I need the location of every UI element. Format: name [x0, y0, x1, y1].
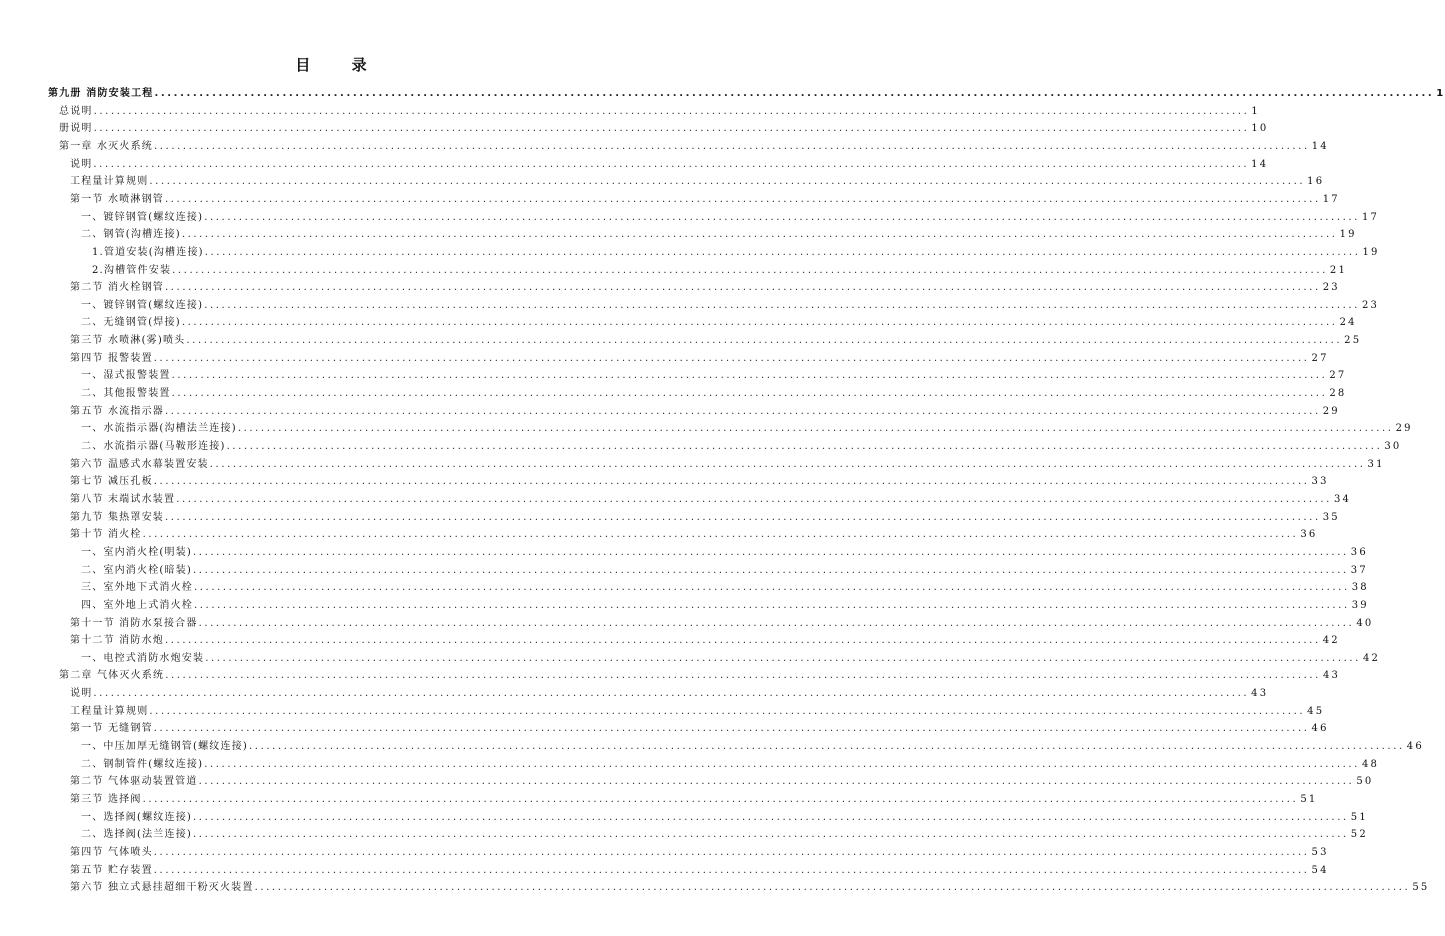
- toc-entry-page: 29: [1322, 405, 1340, 417]
- toc-entry-page: 1: [1251, 105, 1260, 117]
- toc-entry: [0, 806, 1368, 824]
- toc-entry-title: 第三节 水喷淋(雾)喷头: [70, 335, 186, 347]
- toc-entry-page: 38: [1351, 582, 1369, 594]
- dot-leader: ........................................................................................................................................................................................................: [181, 317, 1338, 329]
- toc-entry: [0, 259, 1348, 277]
- toc-entry-page: 46: [1406, 741, 1424, 753]
- toc-entry-title: 第十节 消火栓: [70, 529, 142, 541]
- toc-entry-page: 39: [1351, 599, 1369, 611]
- dot-leader: ........................................................................................................................................................................................................: [181, 229, 1338, 241]
- toc-entry-title: 一、湿式报警装置: [81, 370, 171, 382]
- toc-entry-page: 1: [1436, 88, 1445, 99]
- toc-entry: [0, 876, 1430, 894]
- toc-entry-title: 二、无缝钢管(焊接): [81, 317, 181, 329]
- toc-entry-page: 51: [1350, 811, 1368, 823]
- dot-leader: ........................................................................................................................................................................................................: [204, 211, 1360, 223]
- dot-leader: ........................................................................................................................................................................................................: [204, 299, 1360, 311]
- dot-leader: ........................................................................................................................................................................................................: [254, 882, 1411, 894]
- dot-leader: ........................................................................................................................................................................................................: [194, 582, 1350, 594]
- dot-leader: ........................................................................................................................................................................................................: [149, 176, 1306, 188]
- dot-leader: ........................................................................................................................................................................................................: [237, 423, 1394, 435]
- dot-leader: ........................................................................................................................................................................................................: [205, 652, 1361, 664]
- toc-entry: [0, 276, 1340, 294]
- toc-entry-page: 36: [1300, 529, 1318, 541]
- toc-entry-title: 第十一节 消防水泵接合器: [70, 617, 198, 629]
- dot-leader: ........................................................................................................................................................................................................: [153, 352, 1310, 364]
- toc-entry-page: 24: [1339, 317, 1357, 329]
- toc-entry-title: 第九册 消防安装工程: [48, 88, 154, 99]
- toc-entry-title: 一、中压加厚无缝钢管(螺纹连接): [81, 741, 249, 753]
- dot-leader: ........................................................................................................................................................................................................: [93, 105, 1250, 117]
- toc-entry-page: 36: [1350, 546, 1368, 558]
- toc-entry-title: 工程量计算规则: [70, 176, 149, 188]
- page-title: 目 录: [295, 56, 385, 74]
- toc-entry: [0, 717, 1329, 735]
- toc-entry: [0, 841, 1329, 859]
- toc-entry-title: 第十二节 消防水炮: [70, 635, 164, 647]
- toc-entry-page: 40: [1356, 617, 1374, 629]
- dot-leader: ........................................................................................................................................................................................................: [171, 388, 1328, 400]
- dot-leader: ........................................................................................................................................................................................................: [164, 635, 1321, 647]
- toc-entry-title: 2.沟槽管件安装: [92, 264, 172, 276]
- toc-entry-title: 二、钢管(沟槽连接): [81, 229, 181, 241]
- toc-entry: [0, 823, 1368, 841]
- toc-entry-title: 第一节 无缝钢管: [70, 723, 153, 735]
- toc-entry: [0, 82, 1445, 100]
- dot-leader: ........................................................................................................................................................................................................: [93, 158, 1250, 170]
- dot-leader: ........................................................................................................................................................................................................: [193, 829, 1349, 841]
- toc-entry-page: 45: [1307, 705, 1325, 717]
- toc-entry-page: 23: [1322, 282, 1340, 294]
- toc-entry: [0, 153, 1269, 171]
- toc-entry-page: 53: [1311, 846, 1329, 858]
- toc-entry: [0, 753, 1380, 771]
- toc-entry-page: 21: [1329, 264, 1348, 276]
- dot-leader: ........................................................................................................................................................................................................: [149, 705, 1306, 717]
- toc-entry-page: 52: [1350, 829, 1368, 841]
- toc-entry: [0, 682, 1269, 700]
- toc-entry: [0, 400, 1340, 418]
- toc-entry: [0, 329, 1362, 347]
- dot-leader: ........................................................................................................................................................................................................: [153, 476, 1310, 488]
- toc-entry: [0, 770, 1374, 788]
- toc-entry-page: 43: [1322, 670, 1341, 682]
- dot-leader: ........................................................................................................................................................................................................: [194, 599, 1350, 611]
- dot-leader: ........................................................................................................................................................................................................: [204, 758, 1360, 770]
- toc-entry: [0, 612, 1374, 630]
- toc-entry-page: 55: [1412, 882, 1430, 894]
- dot-leader: ........................................................................................................................................................................................................: [164, 282, 1321, 294]
- toc-entry-page: 42: [1362, 652, 1381, 664]
- toc-entry: [0, 206, 1380, 224]
- toc-entry: [0, 170, 1325, 188]
- toc-entry-title: 二、选择阀(法兰连接): [81, 829, 193, 841]
- toc-entry: [0, 664, 1341, 682]
- dot-leader: ........................................................................................................................................................................................................: [142, 794, 1299, 805]
- toc-entry-title: 一、室内消火栓(明装): [81, 546, 193, 558]
- dot-leader: ........................................................................................................................................................................................................: [164, 405, 1321, 417]
- toc-entry-title: 二、钢制管件(螺纹连接): [81, 758, 204, 770]
- dot-leader: ........................................................................................................................................................................................................: [198, 776, 1355, 788]
- toc-entry-title: 1.管道安装(沟槽连接): [92, 246, 204, 258]
- toc-entry-page: 30: [1384, 441, 1402, 452]
- toc-entry-page: 33: [1311, 476, 1329, 488]
- dot-leader: ........................................................................................................................................................................................................: [198, 617, 1355, 629]
- toc-entry: [0, 364, 1347, 382]
- toc-entry-title: 二、室内消火栓(暗装): [81, 564, 193, 576]
- toc-entry-title: 一、镀锌钢管(螺纹连接): [81, 211, 204, 223]
- toc-entry-title: 第六节 温感式水幕装置安装: [70, 458, 209, 470]
- toc-entry-page: 48: [1361, 758, 1380, 770]
- dot-leader: ........................................................................................................................................................................................................: [93, 123, 1250, 135]
- dot-leader: ........................................................................................................................................................................................................: [153, 140, 1310, 152]
- toc-entry: [0, 311, 1357, 329]
- toc-entry-page: 28: [1329, 388, 1347, 400]
- toc-entry-title: 说明: [70, 688, 93, 700]
- toc-entry: [0, 788, 1318, 806]
- toc-entry-page: 16: [1307, 176, 1325, 188]
- toc-entry: [0, 453, 1385, 471]
- toc-entry: [0, 470, 1329, 488]
- toc-entry: [0, 859, 1329, 877]
- toc-entry: [0, 647, 1381, 665]
- toc-entry: [0, 435, 1402, 453]
- toc-entry-page: 42: [1322, 635, 1340, 647]
- toc-entry-page: 34: [1333, 493, 1352, 505]
- dot-leader: ........................................................................................................................................................................................................: [153, 846, 1310, 858]
- toc-entry-page: 10: [1251, 123, 1269, 135]
- dot-leader: ........................................................................................................................................................................................................: [165, 670, 1321, 682]
- toc-entry: [0, 541, 1368, 559]
- toc-entry: [0, 382, 1347, 400]
- toc-entry: [0, 700, 1325, 718]
- toc-entry-title: 第二节 气体驱动装置管道: [70, 776, 198, 788]
- dot-leader: ........................................................................................................................................................................................................: [153, 864, 1310, 876]
- toc-entry-title: 第五节 水流指示器: [70, 405, 164, 417]
- toc-entry-title: 说明: [70, 158, 93, 170]
- toc-entry: [0, 559, 1368, 577]
- toc-entry-page: 19: [1362, 246, 1380, 258]
- toc-entry-title: 工程量计算规则: [70, 705, 149, 717]
- dot-leader: ........................................................................................................................................................................................................: [226, 441, 1383, 452]
- dot-leader: ........................................................................................................................................................................................................: [193, 811, 1349, 823]
- toc-entry-page: 17: [1361, 211, 1380, 223]
- toc-entry: [0, 488, 1352, 506]
- toc-entry-title: 第二章 气体灭火系统: [59, 670, 165, 682]
- toc-entry-title: 第八节 末端试水装置: [70, 493, 176, 505]
- toc-entry-page: 23: [1361, 299, 1380, 311]
- toc-entry-title: 一、电控式消防水炮安装: [81, 652, 205, 664]
- toc-entry-title: 第四节 气体喷头: [70, 846, 153, 858]
- toc-entry: [0, 594, 1369, 612]
- toc-entry-title: 第一节 水喷淋钢管: [70, 193, 164, 205]
- dot-leader: ........................................................................................................................................................................................................: [164, 193, 1321, 205]
- toc-entry-title: 一、水流指示器(沟槽法兰连接): [81, 423, 237, 435]
- toc-entry-page: 27: [1329, 370, 1347, 382]
- dot-leader: ........................................................................................................................................................................................................: [142, 529, 1299, 541]
- toc-entry: [0, 506, 1340, 524]
- dot-leader: ........................................................................................................................................................................................................: [171, 370, 1328, 382]
- toc-entry: [0, 223, 1357, 241]
- toc-entry: [0, 100, 1260, 118]
- toc-entry-title: 第五节 贮存装置: [70, 864, 153, 876]
- toc-entry-title: 第四节 报警装置: [70, 352, 153, 364]
- toc-entry: [0, 135, 1329, 153]
- toc-entry-page: 27: [1311, 352, 1329, 364]
- toc-entry-page: 25: [1344, 335, 1362, 347]
- toc-entry: [0, 188, 1340, 206]
- dot-leader: ........................................................................................................................................................................................................: [93, 688, 1250, 700]
- toc-entry-title: 一、镀锌钢管(螺纹连接): [81, 299, 204, 311]
- toc-entry-page: 29: [1395, 423, 1413, 435]
- toc-entry-title: 四、室外地上式消火栓: [81, 599, 193, 611]
- toc-entry: [0, 241, 1380, 259]
- toc-entry-title: 第二节 消火栓钢管: [70, 282, 164, 294]
- dot-leader: ........................................................................................................................................................................................................: [176, 493, 1332, 505]
- toc-entry-title: 第六节 独立式悬挂超细干粉灭火装置: [70, 882, 254, 894]
- dot-leader: ........................................................................................................................................................................................................: [193, 564, 1349, 576]
- toc-entry-page: 43: [1251, 688, 1269, 700]
- toc-entry-page: 35: [1322, 511, 1340, 523]
- toc-entry-page: 31: [1367, 458, 1385, 470]
- toc-entry-page: 17: [1322, 193, 1340, 205]
- toc-entry: [0, 576, 1369, 594]
- dot-leader: ........................................................................................................................................................................................................: [164, 511, 1321, 523]
- toc-entry-title: 二、水流指示器(马鞍形连接): [81, 441, 226, 452]
- toc-entry-title: 册说明: [59, 123, 93, 135]
- toc-entry-page: 14: [1311, 140, 1329, 152]
- dot-leader: ........................................................................................................................................................................................................: [186, 335, 1343, 347]
- toc-entry-title: 第三节 选择阀: [70, 794, 142, 805]
- toc-entry-title: 三、室外地下式消火栓: [81, 582, 193, 594]
- toc-entry-page: 14: [1251, 158, 1269, 170]
- dot-leader: ........................................................................................................................................................................................................: [249, 741, 1405, 753]
- toc-entry-page: 51: [1300, 794, 1318, 805]
- toc-entry-title: 二、其他报警装置: [81, 388, 171, 400]
- toc-entry: [0, 347, 1329, 365]
- toc-entry: [0, 417, 1413, 435]
- toc-entry: [0, 294, 1380, 312]
- toc-entry-title: 第九节 集热罩安装: [70, 511, 164, 523]
- dot-leader: ........................................................................................................................................................................................................: [154, 88, 1435, 99]
- dot-leader: ........................................................................................................................................................................................................: [172, 264, 1328, 276]
- dot-leader: ........................................................................................................................................................................................................: [153, 723, 1310, 735]
- toc-entry-title: 一、选择阀(螺纹连接): [81, 811, 193, 823]
- dot-leader: ........................................................................................................................................................................................................: [204, 246, 1361, 258]
- toc-entry: [0, 523, 1318, 541]
- toc-entry-title: 总说明: [59, 105, 93, 117]
- toc-entry-title: 第七节 减压孔板: [70, 476, 153, 488]
- toc-entry-page: 19: [1339, 229, 1357, 241]
- dot-leader: ........................................................................................................................................................................................................: [193, 546, 1349, 558]
- dot-leader: ........................................................................................................................................................................................................: [209, 458, 1366, 470]
- toc-entry-title: 第一章 水灭火系统: [59, 140, 153, 152]
- toc-entry: [0, 117, 1269, 135]
- toc-entry: [0, 735, 1424, 753]
- toc-entry-page: 50: [1356, 776, 1374, 788]
- toc-entry-page: 46: [1311, 723, 1329, 735]
- toc-entry-page: 37: [1350, 564, 1368, 576]
- toc-entry-page: 54: [1311, 864, 1329, 876]
- toc-entry: [0, 629, 1340, 647]
